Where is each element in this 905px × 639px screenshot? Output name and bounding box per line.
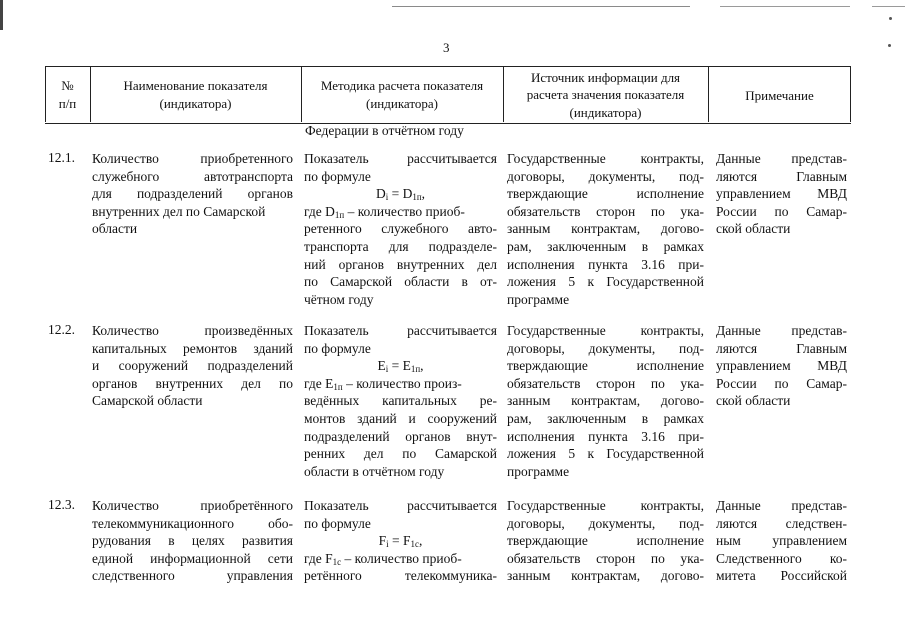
table-divider — [850, 66, 851, 122]
scan-edge-mark — [0, 0, 3, 30]
formula: $E_i = E_{1п}$, — [377, 358, 424, 375]
note: Данные представ- ляются Главным управлением МВД России по Самар- ской области — [716, 323, 847, 409]
information-source: Государственные контракты, договоры, документы, под- тверждающие исполнение обязательств сторон по ука- занным контрактам, догово- рам, заключенным в рамках исполнения пункта 3.16 при- ложения 5 к Государственной программе — [507, 323, 704, 479]
continuation-text: Федерации в отчётном году — [305, 123, 464, 138]
page-number: 3 — [443, 40, 450, 55]
note: Данные представ- ляются Главным управлением МВД России по Самар- ской области — [716, 151, 847, 237]
table-divider — [301, 66, 302, 122]
header-note: Примечание — [745, 87, 814, 103]
header-source: Источник информации для расчета значения показателя (индикатора) — [526, 69, 685, 120]
scan-speck — [888, 44, 891, 47]
table-divider — [45, 66, 46, 122]
header-name: Наименование показателя (индикатора) — [123, 78, 268, 111]
table-divider — [708, 66, 709, 122]
table-divider — [503, 66, 504, 122]
calculation-method: Показатель рассчитывается по формуле $F_i = F_{1с}$, где $F_{1с}$ – количество приоб- ретённого телекоммуника- — [304, 498, 497, 584]
row-number: 12.3. — [48, 497, 75, 512]
table-divider — [90, 66, 91, 122]
header-method: Методика расчета показателя (индикатора) — [320, 78, 484, 111]
table-header — [45, 66, 851, 124]
calculation-method: Показатель рассчитывается по формуле $D_i = D_{1п}$, где $D_{1п}$ – количество приоб- ретенного служебного авто- транспорта для подразделе- ний органов внутренних дел по Самарской области в от- чётном году — [304, 151, 497, 307]
indicator-name: Количество приобретённого телекоммуникационного обо- рудования в целях развития единой информационной сети следственного управления — [92, 498, 293, 584]
row-number: 12.1. — [48, 150, 75, 165]
information-source: Государственные контракты, договоры, документы, под- тверждающие исполнение обязательств сторон по ука- занным контрактам, догово- — [507, 498, 704, 584]
scan-line — [872, 6, 905, 7]
formula-description: где $E_{1п}$ – количество произ- — [304, 375, 462, 392]
note: Данные представ- ляются следствен- ным управлением Следственного ко- митета Российской — [716, 498, 847, 584]
information-source: Государственные контракты, договоры, документы, под- тверждающие исполнение обязательств сторон по ука- занным контрактам, догово- рам, заключенным в рамках исполнения пункта 3.16 при- ложения 5 к Государственной программе — [507, 151, 704, 307]
header-num: № п/п — [58, 78, 77, 111]
calculation-method: Показатель рассчитывается по формуле $E_i = E_{1п}$, где $E_{1п}$ – количество произ- ведённых капитальных ре- монтов зданий и сооружений подразделений органов внут- ренних дел по Самарской области в отчётном году — [304, 323, 497, 479]
formula: $F_i = F_{1с}$, — [378, 533, 423, 550]
formula-description: где $F_{1с}$ – количество приоб- — [304, 550, 462, 567]
formula: $D_i = D_{1п}$, — [375, 186, 426, 203]
scan-speck — [889, 17, 892, 20]
row-number: 12.2. — [48, 322, 75, 337]
indicator-name: Количество произведённых капитальных ремонтов зданий и сооружений подразделений органов внутренних дел по Самарской области — [92, 323, 293, 409]
formula-description: где $D_{1п}$ – количество приоб- — [304, 203, 465, 220]
scan-line — [720, 6, 850, 7]
scan-line — [392, 6, 690, 7]
indicator-name: Количество приобретенного служебного автотранспорта для подразделений органов внутренних дел по Самарской области — [92, 151, 293, 237]
